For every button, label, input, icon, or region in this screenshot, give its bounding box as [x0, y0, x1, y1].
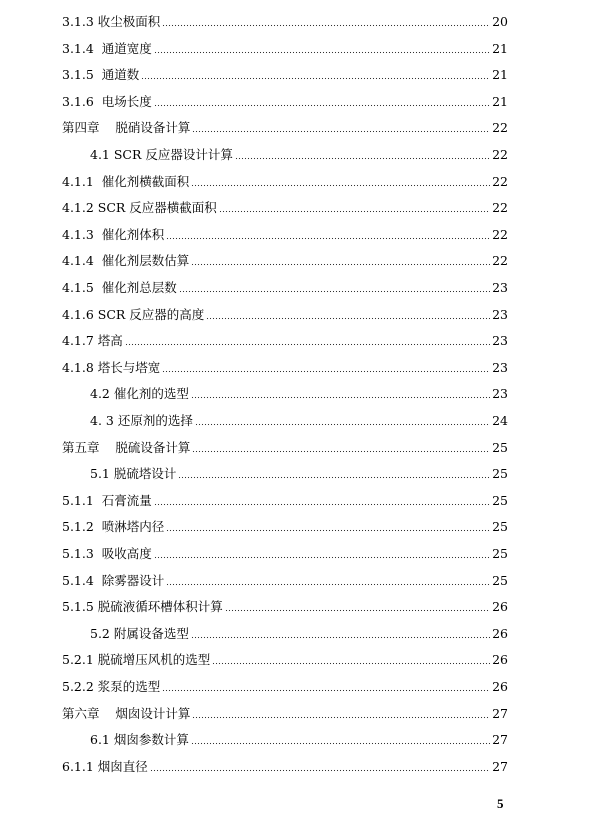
toc-entry[interactable] [62, 571, 508, 589]
toc-entry-page: 22 [492, 253, 508, 269]
toc-entry-page: 22 [492, 226, 508, 242]
toc-dot-leader [166, 230, 490, 240]
toc-entry[interactable] [62, 65, 508, 83]
toc-entry[interactable] [62, 92, 508, 110]
toc-dot-leader [141, 70, 490, 80]
toc-entry[interactable] [62, 251, 508, 269]
toc-dot-leader [179, 283, 490, 293]
toc-entry-page: 20 [492, 14, 508, 29]
toc-entry[interactable] [62, 597, 508, 615]
toc-entry[interactable] [90, 730, 508, 748]
toc-dot-leader [154, 549, 490, 559]
toc-entry[interactable] [90, 624, 508, 642]
toc-dot-leader [191, 256, 490, 266]
toc-entry-page: 25 [492, 439, 508, 455]
toc-entry-title: 3.1.3 收尘极面积 [62, 14, 161, 29]
toc-entry-title: 3.1.4 通道宽度 [62, 40, 152, 56]
toc-dot-leader [219, 203, 490, 213]
toc-dot-leader [191, 389, 490, 399]
toc-entry-title: 第四章 脱硝设备计算 [62, 120, 191, 136]
toc-entry[interactable] [62, 198, 508, 216]
toc-dot-leader [162, 363, 490, 373]
toc-entry-title: 3.1.5 通道数 [62, 67, 140, 83]
toc-dot-leader [154, 97, 490, 107]
toc-entry-title: 4.1.4 催化剂层数估算 [62, 253, 190, 269]
toc-entry-page: 27 [492, 732, 508, 748]
toc-entry-page: 22 [492, 173, 508, 189]
toc-dot-leader [166, 522, 490, 532]
toc-entry-page: 25 [492, 546, 508, 561]
toc-dot-leader [150, 762, 490, 772]
toc-entry-page: 21 [492, 67, 508, 83]
toc-entry-page: 24 [492, 413, 508, 428]
toc-entry-title: 4.1.2 SCR 反应器横截面积 [62, 200, 217, 216]
toc-entry-page: 22 [492, 200, 508, 216]
toc-entry-page: 23 [492, 386, 508, 402]
toc-entry-page: 25 [492, 466, 508, 482]
toc-entry-title: 5.1 脱硫塔设计 [90, 466, 177, 482]
toc-entry[interactable] [62, 677, 508, 695]
toc-entry-title: 4.1.3 催化剂体积 [62, 226, 165, 242]
toc-dot-leader [206, 310, 490, 320]
toc-entry[interactable] [62, 757, 508, 775]
toc-dot-leader [212, 655, 490, 665]
toc-dot-leader [191, 177, 490, 187]
toc-entry-page: 27 [492, 705, 508, 721]
toc-entry[interactable] [62, 704, 508, 722]
toc-entry[interactable] [62, 39, 508, 57]
toc-dot-leader [191, 735, 490, 745]
toc-dot-leader [162, 682, 490, 692]
toc-entry-page: 25 [492, 492, 508, 508]
toc-entry-title: 5.1.4 除雾器设计 [62, 572, 165, 588]
toc-entry-page: 26 [492, 652, 508, 668]
toc-entry-title: 4.1.5 催化剂总层数 [62, 280, 177, 295]
toc-entry-title: 4.2 催化剂的选型 [90, 386, 189, 402]
toc-entry-title: 4.1.7 塔高 [62, 333, 123, 349]
page-number: 5 [497, 796, 504, 811]
toc-dot-leader [178, 469, 490, 479]
toc-entry-title: 6.1 烟囱参数计算 [90, 732, 189, 748]
toc-entry-title: 第五章 脱硫设备计算 [62, 439, 191, 455]
toc-dot-leader [192, 709, 490, 719]
toc-entry-page: 25 [492, 519, 508, 535]
toc-entry-page: 22 [492, 120, 508, 136]
toc-entry-page: 21 [492, 40, 508, 56]
toc-entry[interactable] [62, 650, 508, 668]
toc-entry-page: 21 [492, 93, 508, 109]
toc-entry[interactable] [90, 464, 508, 482]
toc-entry-title: 5.1.1 石膏流量 [62, 492, 152, 508]
toc-entry-page: 22 [492, 147, 508, 162]
toc-dot-leader [192, 443, 490, 453]
toc-dot-leader [195, 416, 490, 426]
toc-entry[interactable] [90, 145, 508, 163]
toc-dot-leader [162, 17, 490, 27]
toc-entry-title: 5.2 附属设备选型 [90, 625, 189, 641]
toc-entry-title: 4. 3 还原剂的选择 [90, 413, 193, 428]
toc-entry[interactable] [62, 172, 508, 190]
toc-dot-leader [125, 336, 490, 346]
toc-entry-page: 25 [492, 572, 508, 588]
toc-entry-page: 26 [492, 679, 508, 694]
toc-entry-title: 4.1.1 催化剂横截面积 [62, 173, 190, 189]
toc-dot-leader [225, 602, 490, 612]
toc-entry-page: 23 [492, 359, 508, 375]
toc-entry[interactable] [90, 384, 508, 402]
toc-entry-title: 4.1 SCR 反应器设计计算 [90, 147, 233, 162]
toc-entry-title: 3.1.6 电场长度 [62, 93, 152, 109]
toc-entry-title: 第六章 烟囱设计计算 [62, 705, 191, 721]
toc-dot-leader [235, 150, 490, 160]
toc-entry[interactable] [62, 491, 508, 509]
toc-dot-leader [166, 576, 490, 586]
toc-entry-page: 23 [492, 333, 508, 349]
toc-dot-leader [154, 44, 490, 54]
toc-entry[interactable] [62, 331, 508, 349]
toc-entry-page: 27 [492, 758, 508, 774]
toc-dot-leader [154, 496, 490, 506]
toc-entry-title: 4.1.6 SCR 反应器的高度 [62, 306, 205, 322]
toc-entry-page: 23 [492, 280, 508, 295]
toc-entry[interactable] [62, 12, 508, 30]
toc-entry[interactable] [62, 358, 508, 376]
toc-dot-leader [191, 629, 490, 639]
toc-entry-title: 5.1.2 喷淋塔内径 [62, 519, 165, 535]
toc-dot-leader [192, 123, 490, 133]
toc-entry[interactable] [62, 225, 508, 243]
toc-entry-page: 26 [492, 625, 508, 641]
toc-entry-page: 26 [492, 599, 508, 615]
toc-entry[interactable] [62, 517, 508, 535]
toc-entry[interactable] [62, 544, 508, 562]
toc-entry-title: 5.2.2 浆泵的选型 [62, 679, 161, 694]
toc-entry[interactable] [62, 438, 508, 456]
toc-entry-title: 4.1.8 塔长与塔宽 [62, 359, 161, 375]
toc-entry-title: 5.1.3 吸收高度 [62, 546, 152, 561]
toc-entry-title: 6.1.1 烟囱直径 [62, 758, 148, 774]
toc-entry[interactable] [62, 118, 508, 136]
toc-entry[interactable] [62, 278, 508, 296]
toc-entry[interactable] [62, 305, 508, 323]
toc-entry[interactable] [90, 411, 508, 429]
toc-entry-title: 5.1.5 脱硫液循环槽体积计算 [62, 599, 223, 615]
toc-entry-title: 5.2.1 脱硫增压风机的选型 [62, 652, 211, 668]
toc-entry-page: 23 [492, 306, 508, 322]
